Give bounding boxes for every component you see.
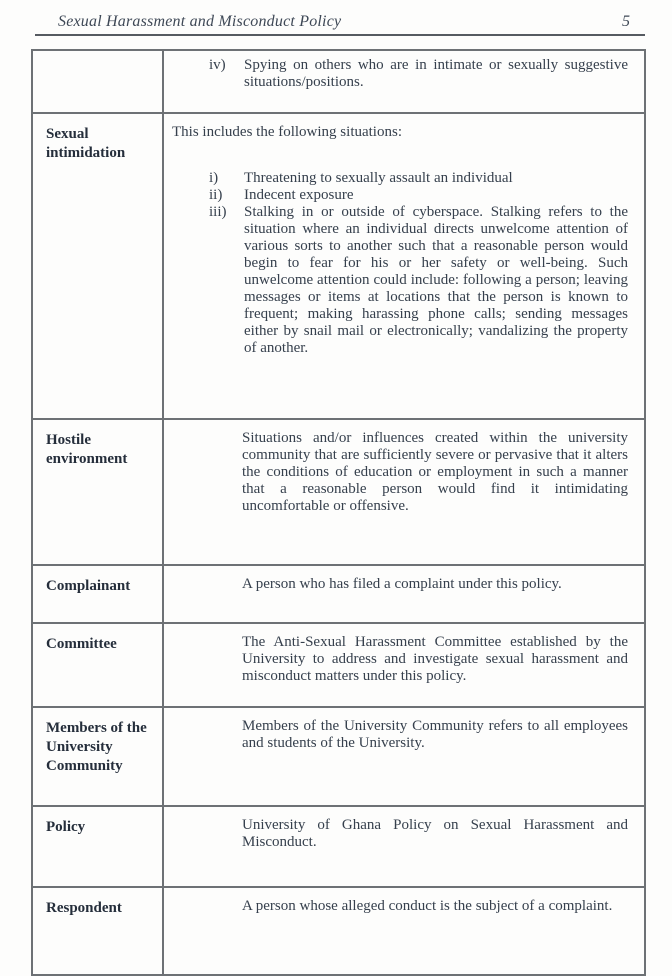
definition-cell [163, 113, 645, 419]
definition-cell [163, 50, 645, 113]
page-header [35, 13, 645, 36]
table-row [32, 806, 645, 887]
table-row [32, 707, 645, 806]
definitions-table [31, 49, 646, 976]
term-cell: Sexual intimidation [32, 113, 163, 419]
list-marker: i) [209, 170, 219, 186]
definition-text: The Anti-Sexual Harassment Committee established by the University to address and investigate sexual harassment and misconduct matters under this policy. [242, 634, 628, 684]
definition-text: Members of the University Community refers to all employees and students of the University. [242, 718, 628, 751]
definition-intro: This includes the following situations: [172, 124, 402, 140]
table-row [32, 887, 645, 975]
definition-text: A person who has filed a complaint under this policy. [242, 576, 562, 592]
definition-cell [163, 419, 645, 565]
term-cell: Policy [32, 806, 163, 887]
list-item-text: Threatening to sexually assault an individual [244, 170, 513, 186]
definition-text: University of Ghana Policy on Sexual Harassment and Misconduct. [242, 817, 628, 850]
list-item [209, 57, 628, 91]
definition-text: Situations and/or influences created within the university community that are sufficiently severe or pervasive that it alters the conditions of education or employment in such a manner that a reasonable person would find it intimidating uncomfortable or offensive. [242, 430, 628, 514]
term-cell: Hostile environment [32, 419, 163, 565]
term-cell: Respondent [32, 887, 163, 975]
definition-cell [163, 806, 645, 887]
list-marker: iii) [209, 204, 227, 220]
definition-list [172, 170, 628, 357]
definition-cell [163, 565, 645, 623]
definition-cell [163, 623, 645, 707]
definition-cell [163, 707, 645, 806]
table-row [32, 419, 645, 565]
list-item-text: Spying on others who are in intimate or sexually suggestive situations/positions. [244, 57, 628, 90]
list-marker: ii) [209, 187, 223, 203]
list-marker: iv) [209, 57, 226, 73]
definition-cell [163, 887, 645, 975]
table-row [32, 565, 645, 623]
list-item [209, 187, 628, 204]
list-item-text: Indecent exposure [244, 187, 354, 203]
term-cell-empty [32, 50, 163, 113]
page-number: 5 [622, 13, 630, 30]
table-row [32, 50, 645, 113]
list-item-text: Stalking in or outside of cyberspace. Stalking refers to the situation where an individual directs unwelcome attention of various sorts to another such that a reasonable person would begin to fear for his or her safety or well-being. Such unwelcome attention could include: following a person; leaving messages or items at locations that the person is known to frequent; making harassing phone calls; sending messages either by snail mail or electronically; vandalizing the property of another. [244, 204, 628, 356]
list-item [209, 170, 628, 187]
list-item [209, 204, 628, 357]
definition-text: A person whose alleged conduct is the subject of a complaint. [242, 898, 613, 914]
term-cell: Members of the University Community [32, 707, 163, 806]
term-cell: Committee [32, 623, 163, 707]
term-cell: Complainant [32, 565, 163, 623]
table-row [32, 623, 645, 707]
document-title: Sexual Harassment and Misconduct Policy [58, 13, 342, 30]
table-row [32, 113, 645, 419]
